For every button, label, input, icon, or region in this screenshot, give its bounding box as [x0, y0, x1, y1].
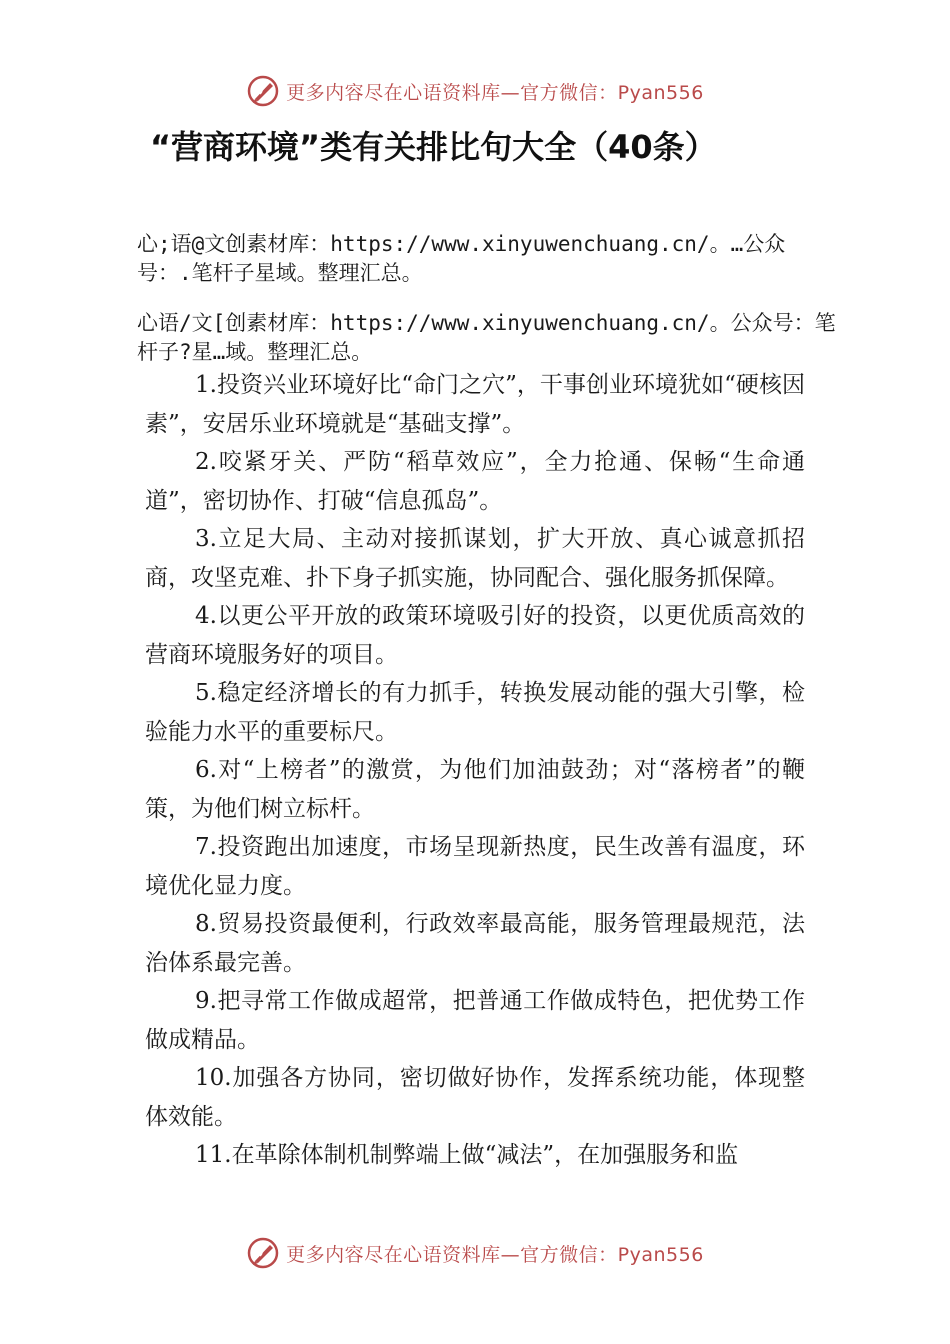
sentence-list — [145, 366, 805, 1175]
footer-watermark — [0, 1230, 950, 1276]
document-title: “营商环境”类有关排比句大全（40条） — [150, 128, 717, 166]
list-item: 5.稳定经济增长的有力抓手，转换发展动能的强大引擎，检验能力水平的重要标尺。 — [145, 680, 805, 745]
list-item: 8.贸易投资最便利，行政效率最高能，服务管理最规范，法治体系最完善。 — [145, 911, 805, 976]
list-item: 9.把寻常工作做成超常，把普通工作做成特色，把优势工作做成精品。 — [145, 988, 805, 1053]
list-item: 10.加强各方协同，密切做好协作，发挥系统功能，体现整体效能。 — [145, 1065, 805, 1130]
list-item: 1.投资兴业环境好比“命门之穴”，干事创业环境犹如“硬核因素”，安居乐业环境就是“基础支撑”。 — [145, 372, 805, 437]
list-item: 7.投资跑出加速度，市场呈现新热度，民生改善有温度，环境优化显力度。 — [145, 834, 805, 899]
list-item: 2.咬紧牙关、严防“稻草效应”，全力抢通、保畅“生命通道”，密切协作、打破“信息孤岛”。 — [145, 449, 805, 514]
header-watermark — [0, 68, 950, 114]
source-line: 心;语@文创素材库：https://www.xinyuwenchuang.cn/。…公众号：.笔杆子星域。整理汇总。 — [137, 232, 786, 285]
pen-seal-icon — [246, 1236, 280, 1270]
list-item: 4.以更公平开放的政策环境吸引好的投资，以更优质高效的营商环境服务好的项目。 — [145, 603, 805, 668]
list-item: 11.在革除体制机制弊端上做“减法”，在加强服务和监 — [195, 1142, 739, 1168]
watermark-text: 更多内容尽在心语资料库—官方微信：Pyan556 — [286, 81, 704, 104]
source-line: 心语/文[创素材库：https://www.xinyuwenchuang.cn/。公众号：笔杆子?星…域。整理汇总。 — [137, 311, 836, 364]
list-item: 6.对“上榜者”的激赏，为他们加油鼓劲；对“落榜者”的鞭策，为他们树立标杆。 — [145, 757, 805, 822]
pen-seal-icon — [246, 74, 280, 108]
watermark-text: 更多内容尽在心语资料库—官方微信：Pyan556 — [286, 1243, 704, 1266]
list-item: 3.立足大局、主动对接抓谋划，扩大开放、真心诚意抓招商，攻坚克难、扑下身子抓实施，协同配合、强化服务抓保障。 — [145, 526, 805, 591]
